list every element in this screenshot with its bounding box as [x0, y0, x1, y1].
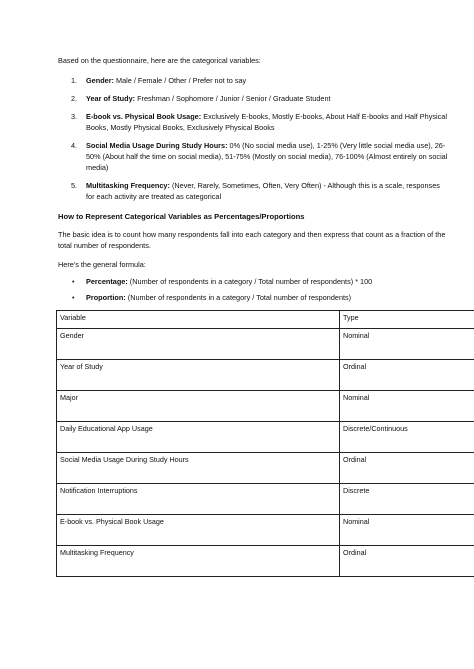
- list-item: [58, 292, 458, 303]
- formula-text: (Number of respondents in a category / Total number of respondents): [125, 293, 352, 302]
- type-cell: Ordinal: [340, 453, 474, 484]
- list-number: 2.: [71, 94, 78, 103]
- bullet-icon: •: [72, 293, 75, 302]
- type-cell: Nominal: [340, 391, 474, 422]
- formula-name: Percentage:: [86, 277, 128, 286]
- variable-name: Multitasking Frequency:: [86, 181, 170, 190]
- table-row: [57, 515, 474, 546]
- variable-cell: Gender: [57, 329, 340, 360]
- formula-text: (Number of respondents in a category / Total number of respondents) * 100: [127, 277, 373, 286]
- list-number: 3.: [71, 112, 78, 121]
- table-header-row: [57, 311, 474, 329]
- bullet-icon: •: [72, 277, 75, 286]
- list-number: 1.: [71, 76, 78, 85]
- variable-cell: E-book vs. Physical Book Usage: [57, 515, 340, 546]
- intro-text: Based on the questionnaire, here are the categorical variables:: [58, 56, 261, 65]
- list-item: [58, 75, 450, 86]
- type-cell: Discrete: [340, 484, 474, 515]
- table-row: [57, 391, 474, 422]
- variable-description: (Never, Rarely, Sometimes, Often, Very Often) - Although this is a scale, responses for each activity are treated as categorical: [86, 181, 440, 201]
- variable-type-table: [56, 310, 474, 577]
- variable-name: Gender:: [86, 76, 114, 85]
- type-cell: Ordinal: [340, 360, 474, 391]
- variable-description: Exclusively E-books, Mostly E-books, About Half E-books and Half Physical Books, Mostly Physical Books, Exclusively Physical Books: [86, 112, 447, 132]
- type-cell: Discrete/Continuous: [340, 422, 474, 453]
- variable-cell: Year of Study: [57, 360, 340, 391]
- explanation-paragraph: The basic idea is to count how many respondents fall into each category and then express that count as a fraction of the total number of respondents.: [58, 230, 446, 250]
- variable-cell: Daily Educational App Usage: [57, 422, 340, 453]
- categorical-variable-list: [58, 75, 450, 209]
- list-number: 5.: [71, 181, 78, 190]
- table-row: [57, 546, 474, 577]
- variable-cell: Notification Interruptions: [57, 484, 340, 515]
- list-number: 4.: [71, 141, 78, 150]
- type-cell: Ordinal: [340, 546, 474, 577]
- formula-name: Proportion:: [86, 293, 126, 302]
- variable-cell: Social Media Usage During Study Hours: [57, 453, 340, 484]
- column-header-variable: Variable: [57, 311, 340, 329]
- list-item: [58, 276, 458, 287]
- list-item: [58, 111, 450, 133]
- list-item: [58, 140, 450, 173]
- variable-description: 0% (No social media use), 1-25% (Very little social media use), 26-50% (About half the time on social media), 51-75% (Mostly on social media), 76-100% (Almost entirely on social media): [86, 141, 448, 172]
- formula-list: [58, 276, 458, 308]
- type-cell: Nominal: [340, 329, 474, 360]
- variable-cell: Multitasking Frequency: [57, 546, 340, 577]
- section-heading: How to Represent Categorical Variables as Percentages/Proportions: [58, 212, 305, 221]
- table-row: [57, 360, 474, 391]
- table-row: [57, 329, 474, 360]
- list-item: [58, 180, 450, 202]
- variable-cell: Major: [57, 391, 340, 422]
- column-header-type: Type: [340, 311, 474, 329]
- variable-description: Freshman / Sophomore / Junior / Senior / Graduate Student: [135, 94, 331, 103]
- type-cell: Nominal: [340, 515, 474, 546]
- variable-description: Male / Female / Other / Prefer not to say: [113, 76, 247, 85]
- table-row: [57, 422, 474, 453]
- table-row: [57, 484, 474, 515]
- list-item: [58, 93, 450, 104]
- formula-intro-text: Here's the general formula:: [58, 260, 146, 269]
- variable-name: Year of Study:: [86, 94, 136, 103]
- variable-name: E-book vs. Physical Book Usage:: [86, 112, 202, 121]
- variable-name: Social Media Usage During Study Hours:: [86, 141, 228, 150]
- table-row: [57, 453, 474, 484]
